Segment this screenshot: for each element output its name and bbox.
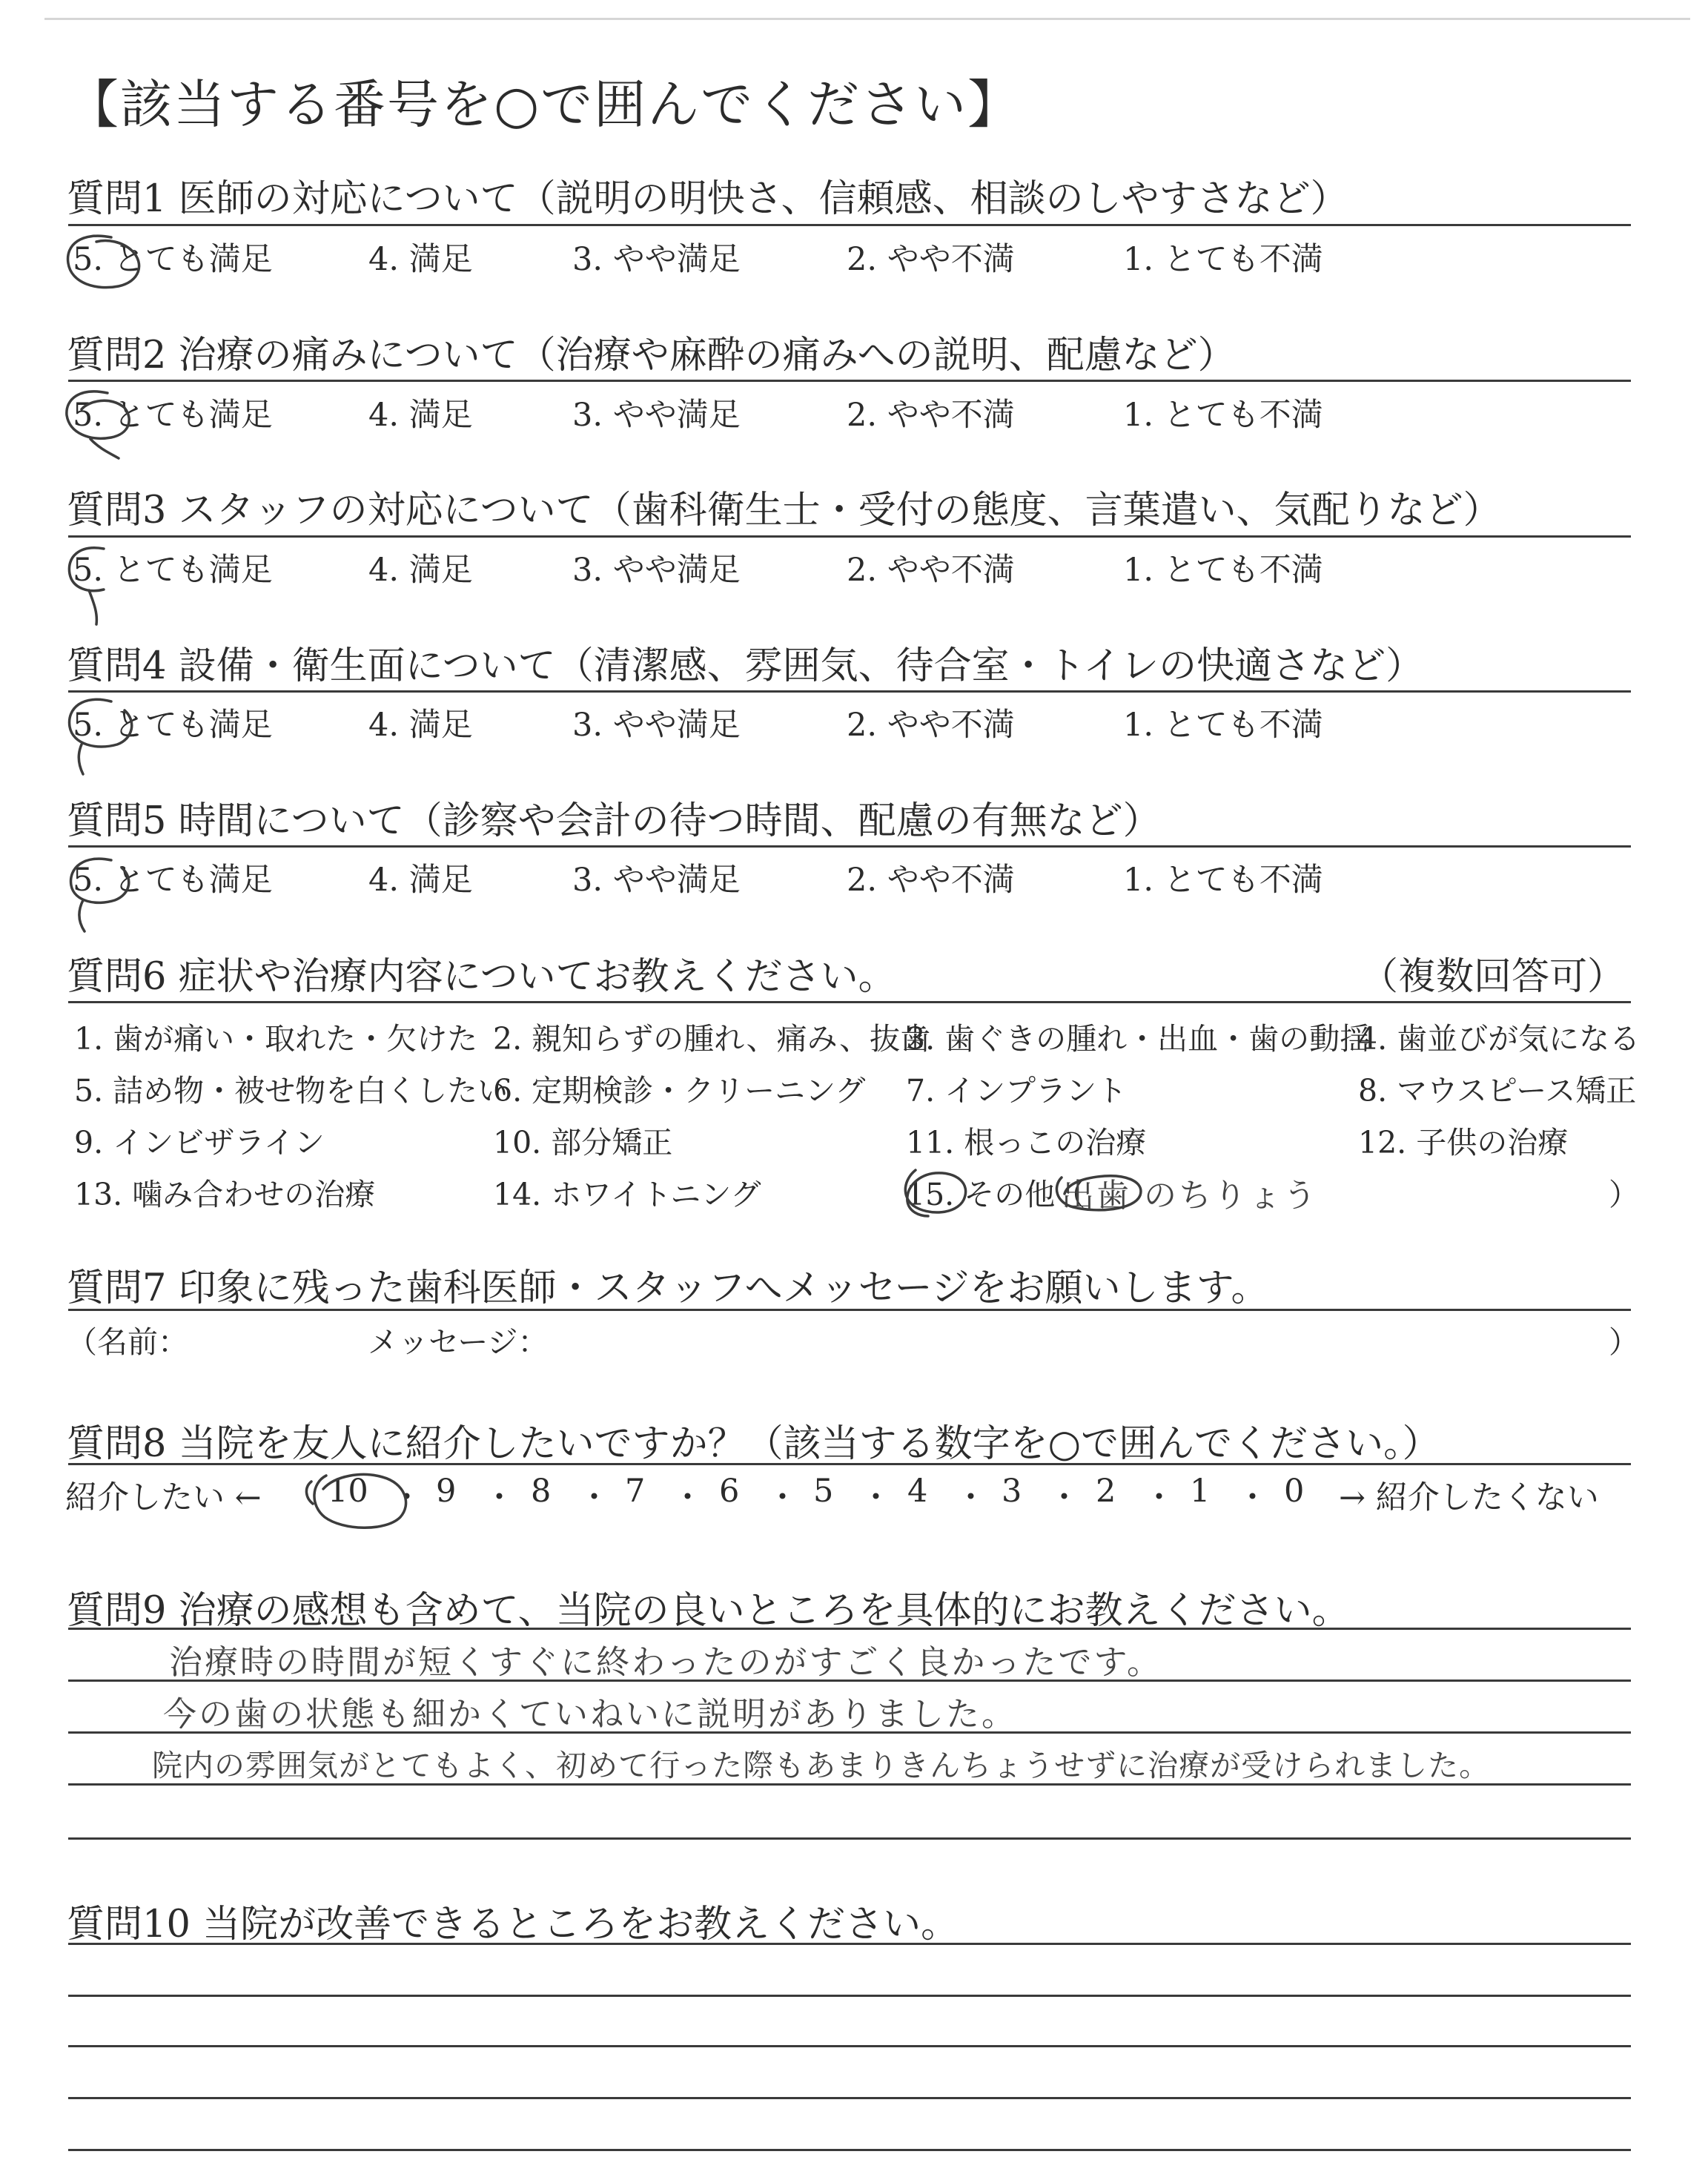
score-2[interactable]: 2 — [1096, 1473, 1116, 1510]
q3-option-4[interactable]: 4. 満足 — [368, 552, 473, 589]
recommend-left-label: 紹介したい ← — [65, 1479, 262, 1516]
score-separator: ・ — [1143, 1479, 1175, 1516]
score-0[interactable]: 0 — [1284, 1473, 1305, 1510]
q3-option-5[interactable]: 5. とても満足 — [73, 552, 273, 589]
score-separator: ・ — [860, 1479, 892, 1516]
q3-option-1[interactable]: 1. とても不満 — [1123, 552, 1323, 589]
symptom-option-5[interactable]: 5. 詰め物・被せ物を白くしたい — [74, 1073, 509, 1109]
q4-option-2[interactable]: 2. やや不満 — [847, 707, 1015, 744]
name-label: （名前： — [67, 1324, 188, 1360]
q4-option-4[interactable]: 4. 満足 — [368, 707, 473, 744]
score-separator: ・ — [1048, 1479, 1080, 1516]
score-3[interactable]: 3 — [1002, 1473, 1022, 1510]
question-4-heading: 質問4 設備・衛生面について（清潔感、雰囲気、待合室・トイレの快適さなど） — [67, 644, 1424, 688]
q5-option-4[interactable]: 4. 満足 — [368, 862, 473, 899]
score-separator: ・ — [1237, 1479, 1268, 1516]
symptom-option-6[interactable]: 6. 定期検診・クリーニング — [493, 1073, 866, 1109]
score-10-selection-circle — [306, 1475, 406, 1528]
score-separator: ・ — [483, 1479, 515, 1516]
q2-option-1[interactable]: 1. とても不満 — [1123, 397, 1323, 434]
form-title: 【該当する番号を○で囲んでください】 — [67, 74, 1022, 135]
score-separator: ・ — [578, 1479, 610, 1516]
score-separator: ・ — [672, 1479, 704, 1516]
message-label: メッセージ： — [368, 1324, 549, 1360]
q1-option-2[interactable]: 2. やや不満 — [847, 241, 1015, 278]
q2-option-4[interactable]: 4. 満足 — [368, 397, 473, 434]
q5-option-2[interactable]: 2. やや不満 — [847, 862, 1015, 899]
q4-option-3[interactable]: 3. やや満足 — [572, 707, 741, 744]
score-separator: ・ — [955, 1479, 987, 1516]
other-word-circle — [1056, 1176, 1140, 1210]
q4-selection-circle — [70, 699, 132, 774]
q1-option-1[interactable]: 1. とても不満 — [1123, 241, 1323, 278]
multiple-answer-note: （複数回答可） — [1360, 955, 1625, 999]
symptom-option-1[interactable]: 1. 歯が痛い・取れた・欠けた — [74, 1021, 478, 1057]
score-10[interactable]: 10 — [328, 1473, 368, 1510]
score-7[interactable]: 7 — [625, 1473, 646, 1510]
symptom-option-2[interactable]: 2. 親知らずの腫れ、痛み、抜歯 — [493, 1021, 931, 1057]
score-5[interactable]: 5 — [813, 1473, 834, 1510]
q1-option-5[interactable]: 5. とても満足 — [73, 241, 273, 278]
q5-option-1[interactable]: 1. とても不満 — [1123, 862, 1323, 899]
q2-option-5[interactable]: 5. とても満足 — [73, 397, 273, 434]
question-1-heading: 質問1 医師の対応について（説明の明快さ、信頼感、相談のしやすさなど） — [67, 177, 1348, 221]
symptom-option-13[interactable]: 13. 噛み合わせの治療 — [74, 1177, 376, 1212]
q1-option-3[interactable]: 3. やや満足 — [572, 241, 741, 278]
question-5-heading: 質問5 時間について（診察や会計の待つ時間、配慮の有無など） — [67, 799, 1161, 843]
score-9[interactable]: 9 — [436, 1473, 457, 1510]
handwritten-answer-line-1: 治療時の時間が短くすぐに終わったのがすごく良かったです。 — [169, 1642, 1162, 1682]
handwritten-answer-line-2: 今の歯の状態も細かくていねいに説明がありました。 — [163, 1694, 1018, 1734]
score-8[interactable]: 8 — [531, 1473, 552, 1510]
q1-selection-circle — [68, 236, 139, 288]
question-3-heading: 質問3 スタッフの対応について（歯科衛生士・受付の態度、言葉遣い、気配りなど） — [67, 489, 1501, 532]
score-separator: ・ — [391, 1479, 423, 1516]
q1-option-4[interactable]: 4. 満足 — [368, 241, 473, 278]
symptom-15-selection-circle — [905, 1170, 965, 1216]
q5-option-3[interactable]: 3. やや満足 — [572, 862, 741, 899]
question-10-heading: 質問10 当院が改善できるところをお教えください。 — [67, 1903, 959, 1946]
symptom-option-4[interactable]: 4. 歯並びが気になる — [1358, 1021, 1641, 1057]
other-closing-paren: ） — [1609, 1177, 1639, 1212]
q4-option-1[interactable]: 1. とても不満 — [1123, 707, 1323, 744]
q3-option-3[interactable]: 3. やや満足 — [572, 552, 741, 589]
symptom-option-9[interactable]: 9. インビザライン — [74, 1125, 325, 1160]
q4-option-5[interactable]: 5. とても満足 — [73, 707, 273, 744]
symptom-option-3[interactable]: 3. 歯ぐきの腫れ・出血・歯の動揺 — [906, 1021, 1371, 1057]
symptom-option-7[interactable]: 7. インプラント — [906, 1073, 1128, 1109]
q5-selection-circle — [71, 859, 129, 931]
score-4[interactable]: 4 — [907, 1473, 928, 1510]
symptom-option-14[interactable]: 14. ホワイトニング — [493, 1177, 761, 1212]
other-handwritten-answer: 出歯 のちりょう — [1062, 1177, 1318, 1215]
handwritten-answer-line-3: 院内の雰囲気がとてもよく、初めて行った際もあまりきんちょうせずに治療が受けられました。 — [152, 1748, 1491, 1783]
question-6-heading: 質問6 症状や治療内容についてお教えください。 — [67, 955, 896, 999]
symptom-option-10[interactable]: 10. 部分矯正 — [493, 1125, 673, 1160]
symptom-option-11[interactable]: 11. 根っこの治療 — [906, 1125, 1147, 1160]
q2-option-3[interactable]: 3. やや満足 — [572, 397, 741, 434]
question-9-heading: 質問9 治療の感想も含めて、当院の良いところを具体的にお教えください。 — [67, 1589, 1350, 1633]
q2-selection-circle — [67, 392, 129, 458]
q2-option-2[interactable]: 2. やや不満 — [847, 397, 1015, 434]
question-7-heading: 質問7 印象に残った歯科医師・スタッフへメッセージをお願いします。 — [67, 1266, 1269, 1310]
message-closing-paren: ） — [1609, 1324, 1639, 1360]
score-separator: ・ — [767, 1479, 798, 1516]
question-8-heading: 質問8 当院を友人に紹介したいですか？（該当する数字を○で囲んでください。） — [67, 1422, 1440, 1466]
question-2-heading: 質問2 治療の痛みについて（治療や麻酔の痛みへの説明、配慮など） — [67, 334, 1236, 377]
q3-selection-circle — [69, 548, 104, 624]
symptom-option-12[interactable]: 12. 子供の治療 — [1358, 1125, 1569, 1160]
symptom-option-8[interactable]: 8. マウスピース矯正 — [1358, 1073, 1637, 1109]
q3-option-2[interactable]: 2. やや不満 — [847, 552, 1015, 589]
recommend-right-label: → 紹介したくない — [1339, 1479, 1599, 1516]
score-1[interactable]: 1 — [1190, 1473, 1211, 1510]
score-6[interactable]: 6 — [719, 1473, 740, 1510]
symptom-option-15[interactable]: 15. その他（ — [906, 1177, 1086, 1212]
q5-option-5[interactable]: 5. とても満足 — [73, 862, 273, 899]
